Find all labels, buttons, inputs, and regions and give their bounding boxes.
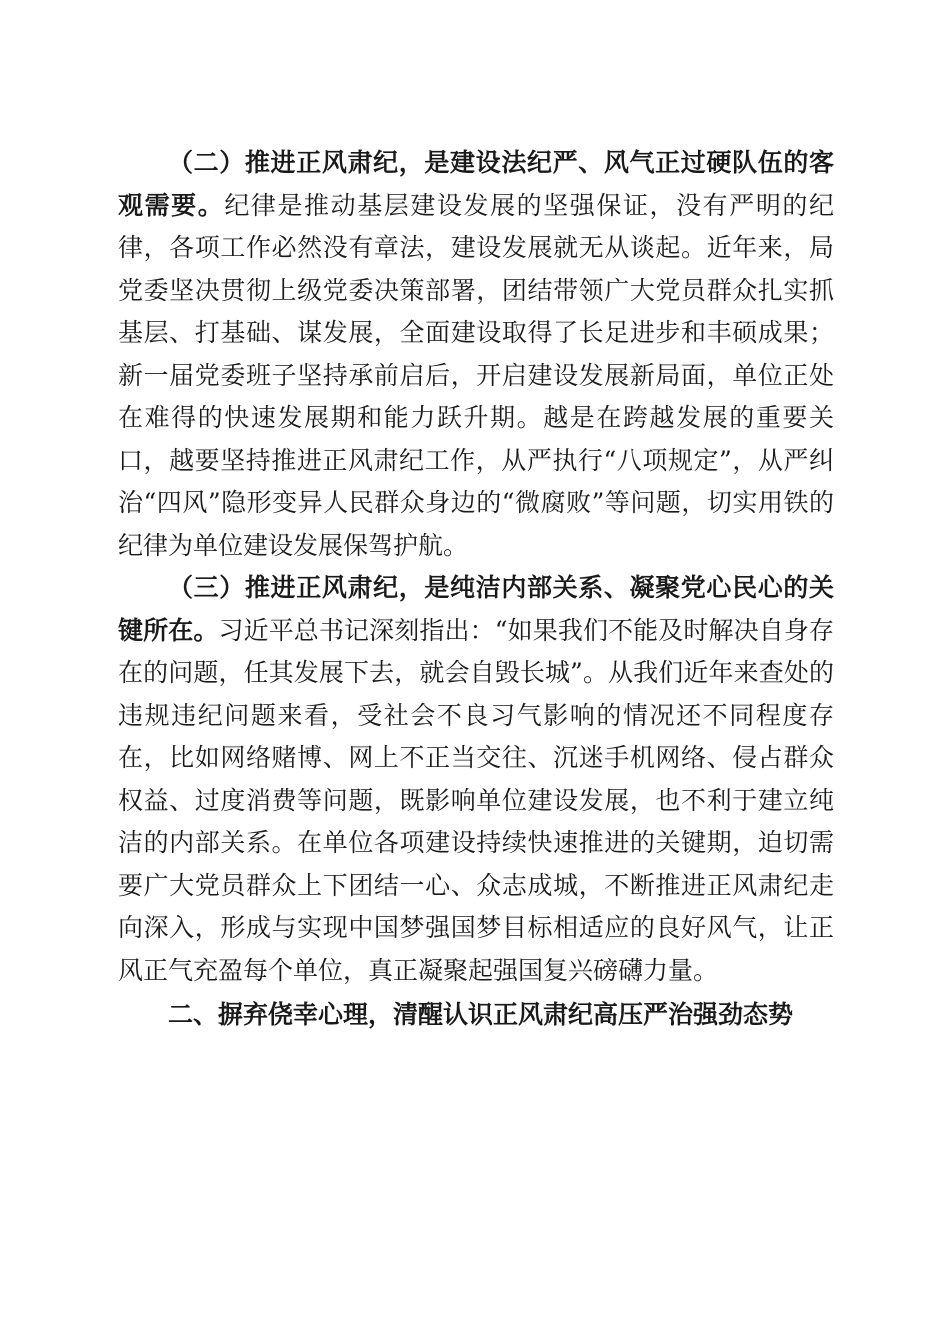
paragraph-2-body: 纪律是推动基层建设发展的坚强保证，没有严明的纪律，各项工作必然没有章法，建设发展就无从谈起。近年来，局党委坚决贯彻上级党委决策部署，团结带领广大党员群众扎实抓基层、打基础、谋发展，全面建设取得了长足进步和丰硕成果；新一届党委班子坚持承前启后，开启建设发展新局面，单位正处在难得的快速发展期和能力跃升期。越是在跨越发展的重要关口，越要坚持推进正风肃纪工作，从严执行“八项规定”，从严纠治“四风”隐形变异人民群众身边的“微腐败”等问题，切实用铁的纪律为单位建设发展保驾护航。 <box>118 190 834 560</box>
paragraph-3-body: 习近平总书记深刻指出：“如果我们不能及时解决自身存在的问题，任其发展下去，就会自毁长城”。从我们近年来查处的违规违纪问题来看，受社会不良习气影响的情况还不同程度存在，比如网络赌博、网上不正当交往、沉迷手机网络、侵占群众权益、过度消费等问题，既影响单位建设发展，也不利于建立纯洁的内部关系。在单位各项建设持续快速推进的关键期，迫切需要广大党员群众上下团结一心、众志成城，不断推进正风肃纪走向深入，形成与实现中国梦强国梦目标相适应的良好风气，让正风正气充盈每个单位，真正凝聚起强国复兴磅礴力量。 <box>118 615 834 985</box>
paragraph-2 <box>118 142 834 567</box>
section-heading: 二、摒弃侥幸心理，清醒认识正风肃纪高压严治强劲态势 <box>168 1000 794 1029</box>
paragraph-2-lead: （二）推进正风肃纪，是建设法纪严、风气正过硬队伍的客观需要。 <box>118 148 834 220</box>
paragraph-3-lead: （三）推进正风肃纪，是纯洁内部关系、凝聚党心民心的关键所在。 <box>118 573 834 645</box>
paragraph-3 <box>118 567 834 992</box>
document-body <box>118 142 834 1037</box>
